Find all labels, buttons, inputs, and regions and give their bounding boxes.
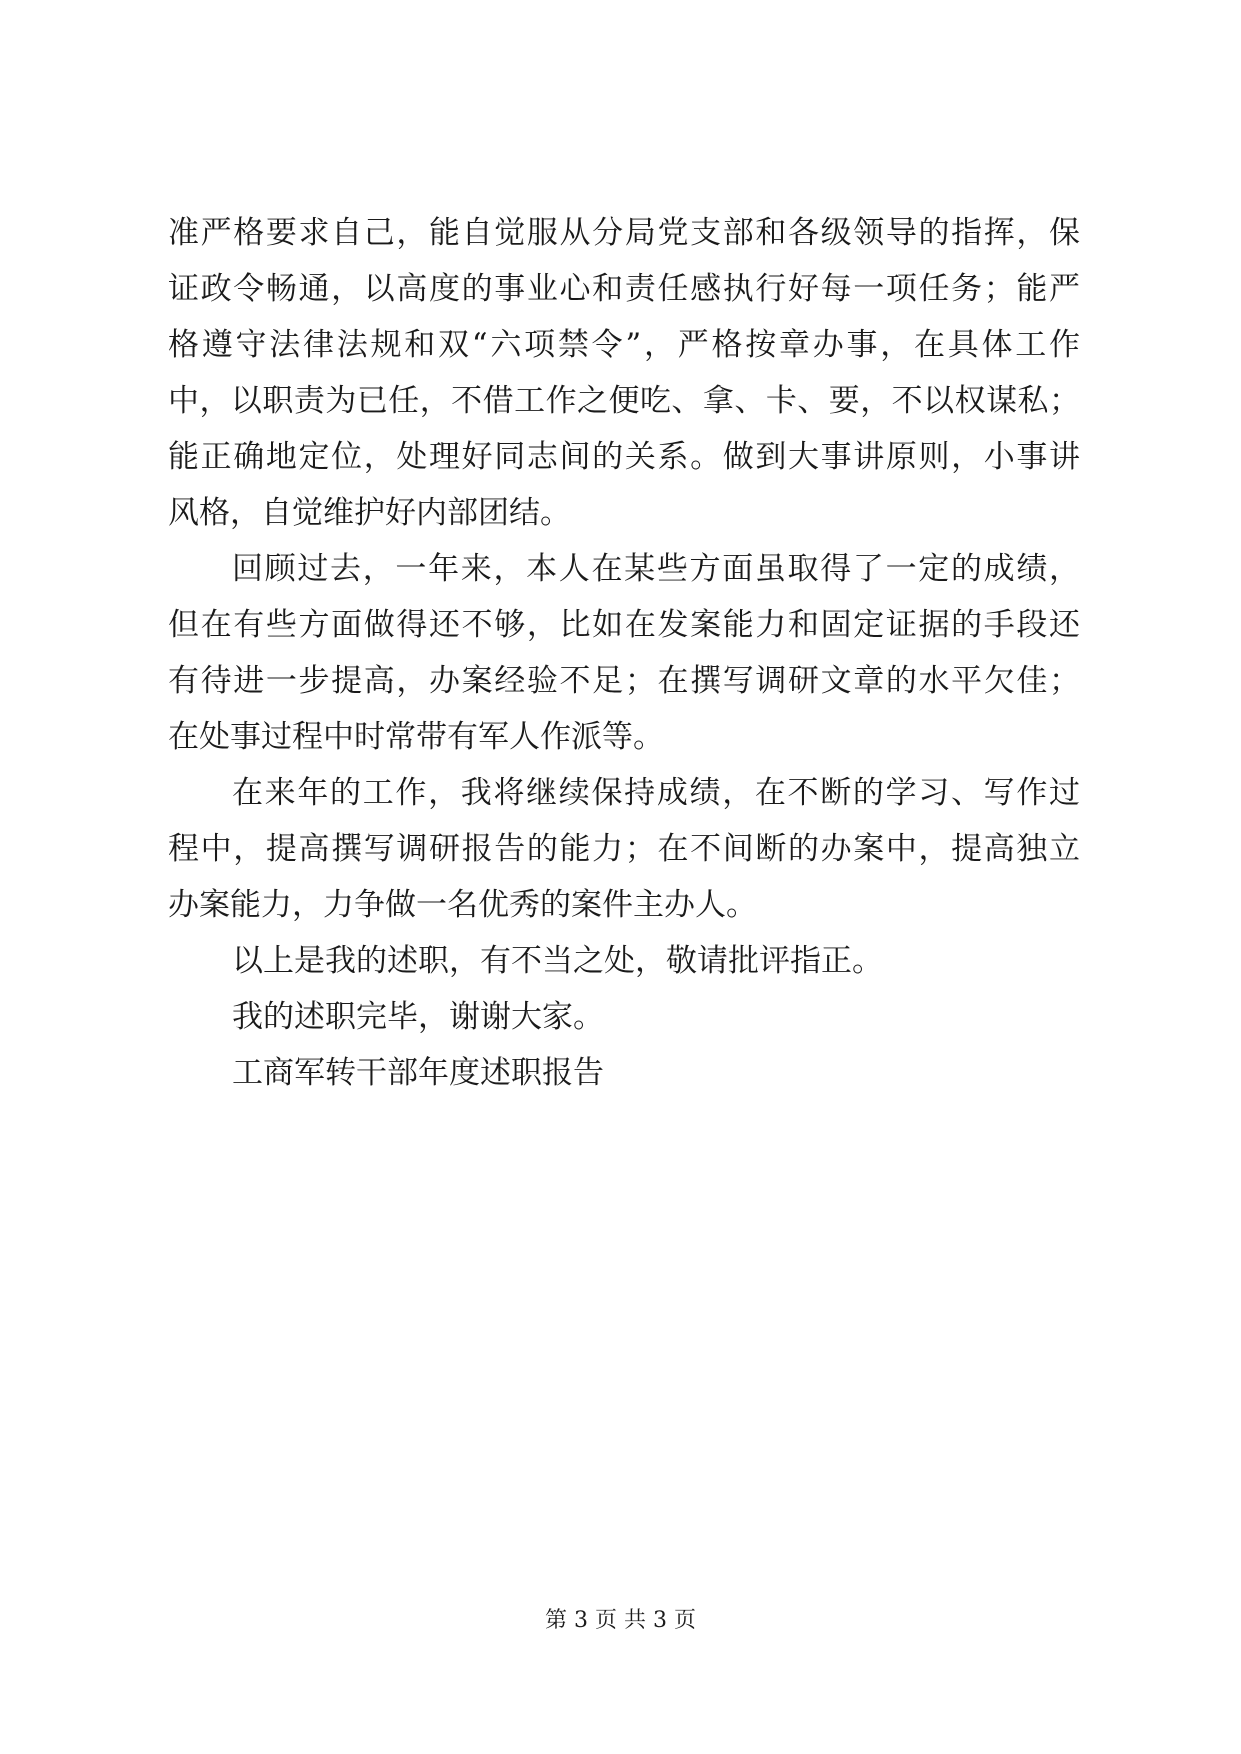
paragraph-line: 在来年的工作，我将继续保持成绩，在不断的学习、写作过 bbox=[232, 775, 1080, 811]
paragraph-line: 有待进一步提高，办案经验不足；在撰写调研文章的水平欠佳； bbox=[168, 663, 1080, 699]
paragraph-line: 准严格要求自己，能自觉服从分局党支部和各级领导的指挥，保 bbox=[168, 215, 1080, 251]
paragraph-line: 格遵守法律法规和双“六项禁令”，严格按章办事，在具体工作 bbox=[168, 327, 1080, 363]
document-title-line: 工商军转干部年度述职报告 bbox=[232, 1055, 604, 1091]
page-number-footer: 第 3 页 共 3 页 bbox=[545, 1608, 696, 1633]
paragraph-line: 回顾过去，一年来，本人在某些方面虽取得了一定的成绩， bbox=[232, 551, 1080, 587]
paragraph-line: 但在有些方面做得还不够，比如在发案能力和固定证据的手段还 bbox=[168, 607, 1080, 643]
paragraph-line: 程中，提高撰写调研报告的能力；在不间断的办案中，提高独立 bbox=[168, 831, 1080, 867]
paragraph-line: 我的述职完毕，谢谢大家。 bbox=[232, 999, 604, 1035]
paragraph-line: 中，以职责为已任，不借工作之便吃、拿、卡、要，不以权谋私； bbox=[168, 383, 1080, 419]
paragraph-line: 证政令畅通，以高度的事业心和责任感执行好每一项任务；能严 bbox=[168, 271, 1080, 307]
paragraph-line: 能正确地定位，处理好同志间的关系。做到大事讲原则，小事讲 bbox=[168, 439, 1080, 475]
paragraph-line: 办案能力，力争做一名优秀的案件主办人。 bbox=[168, 887, 757, 923]
paragraph-line: 以上是我的述职，有不当之处，敬请批评指正。 bbox=[232, 943, 883, 979]
paragraph-line: 风格，自觉维护好内部团结。 bbox=[168, 495, 571, 531]
paragraph-line: 在处事过程中时常带有军人作派等。 bbox=[168, 719, 664, 755]
